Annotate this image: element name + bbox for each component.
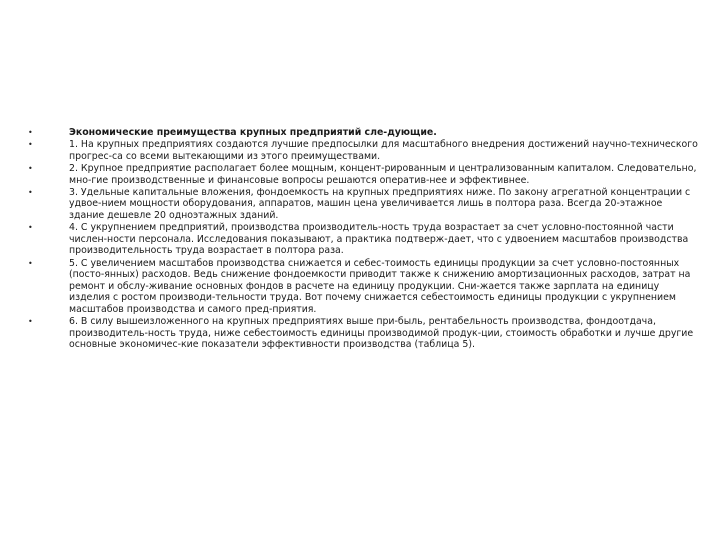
list-item [28,163,698,186]
list-item [28,139,698,162]
list-item [28,316,698,351]
list-item-text: Экономические преимущества крупных предприятий сле-дующие. [69,127,437,138]
list-item-text: 6. В силу вышеизложенного на крупных предприятиях выше при-быль, рентабельность производства, фондоотдача, производитель-ность труда, ниже себестоимость единицы производимой продук-ции, стоимость обработки и лучше другие основные экономичес-кие показатели эффективности производства (таблица 5). [69,316,694,351]
bullet-icon: • [28,128,33,137]
bullet-list [28,127,698,351]
list-item-text: 2. Крупное предприятие располагает более мощным, концент-рированным и централизованным капиталом. Следовательно, мно-гие производственные и финансовые вопросы решаются оператив-нее и эффективнее. [69,162,697,186]
list-item [28,187,698,222]
bullet-icon: • [28,317,33,327]
list-item [28,258,698,316]
bullet-icon: • [28,258,33,268]
bullet-icon: • [28,187,33,197]
list-item-text: 1. На крупных предприятиях создаются лучшие предпосылки для масштабного внедрения достижений научно-технического прогрес-са со всеми вытекающими из этого преимуществами. [69,139,698,162]
bullet-icon: • [28,163,33,173]
list-item-text: 3. Удельные капитальные вложения, фондоемкость на крупных предприятиях ниже. По закону агрегатной концентрации с удвое-нием мощности оборудования, аппаратов, машин цена увеличивается лишь в полтора раза. Всегда 20-этажное здание дешевле 20 одноэтажных зданий. [69,186,691,221]
list-item [28,222,698,257]
bullet-icon: • [28,223,33,233]
bullet-icon: • [28,140,33,150]
list-item-heading [28,127,698,139]
list-item-text: 5. С увеличением масштабов производства снижается и себес-тоимость единицы продукции за счет условно-постоянных (посто-янных) расходов. Ведь снижение фондоемкости приводит также к снижению амортизационных расходов, затрат на ремонт и обслу-живание основных фондов в расчете на единицу продукции. Сни-жается также зарплата на единицу изделия с ростом производи-тельности труда. Вот почему снижается себестоимость единицы продукции с укрупнением масштабов производства и самого пред-приятия. [69,257,691,315]
list-item-text: 4. С укрупнением предприятий, производства производитель-ность труда возрастает за счет условно-постоянной части числен-ности персонала. Исследования показывают, а практика подтверж-дает, что с удвоением масштабов производства производительность труда возрастает в полтора раза. [69,222,689,257]
